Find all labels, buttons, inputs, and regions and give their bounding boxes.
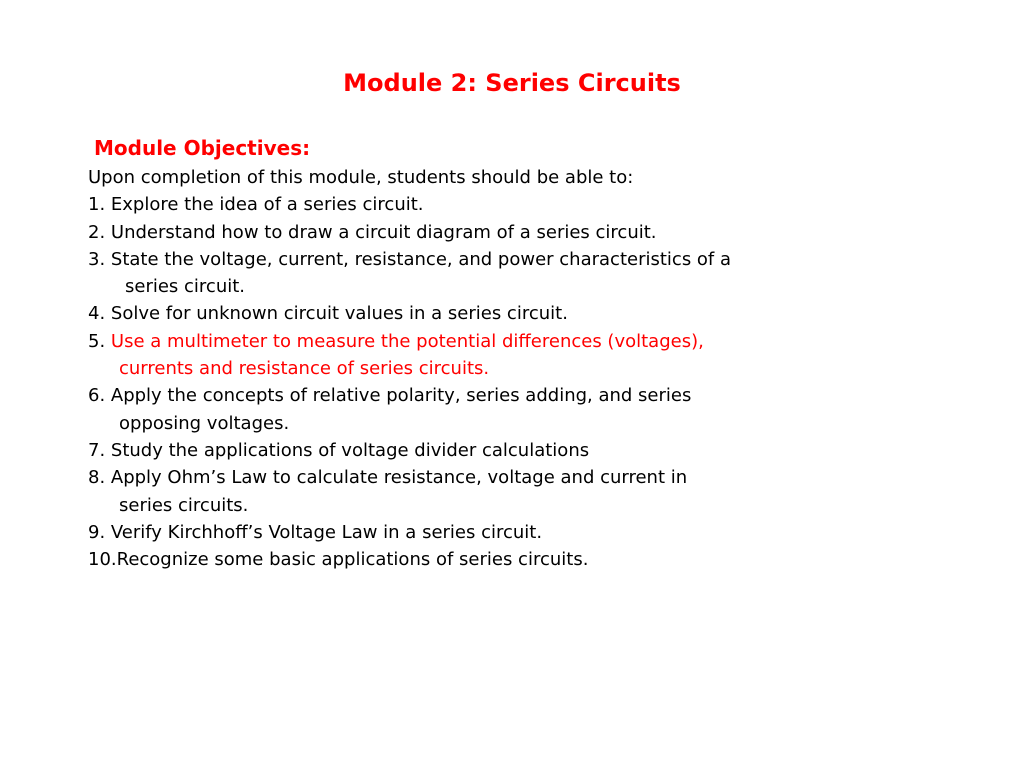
objective-3: 3. State the voltage, current, resistance, and power characteristics of a: [88, 248, 732, 270]
objective-9: 9. Verify Kirchhoff’s Voltage Law in a series circuit.: [88, 521, 543, 543]
objectives-list: [88, 164, 988, 573]
objective-7: 7. Study the applications of voltage divider calculations: [88, 439, 590, 461]
objective-8: 8. Apply Ohm’s Law to calculate resistance, voltage and current in: [88, 467, 688, 489]
objective-2: 2. Understand how to draw a circuit diagram of a series circuit.: [88, 221, 657, 243]
objective-6-continued: opposing voltages.: [119, 412, 290, 434]
objective-6: 6. Apply the concepts of relative polarity, series adding, and series: [88, 385, 692, 407]
section-heading: Module Objectives:: [94, 136, 311, 160]
objective-1: 1. Explore the idea of a series circuit.: [88, 194, 424, 216]
intro-text: Upon completion of this module, students should be able to:: [88, 167, 634, 188]
objective-10: 10.Recognize some basic applications of series circuits.: [88, 549, 589, 571]
objective-5-continued: currents and resistance of series circuits.: [119, 358, 490, 380]
objective-5-text: Use a multimeter to measure the potential differences (voltages),: [110, 330, 704, 352]
objective-3-continued: series circuit.: [125, 276, 246, 298]
page-title: Module 2: Series Circuits: [343, 69, 681, 97]
objective-5: [88, 328, 988, 355]
objective-5-number: 5.: [88, 330, 106, 352]
objective-8-continued: series circuits.: [119, 494, 249, 516]
objective-4: 4. Solve for unknown circuit values in a series circuit.: [88, 303, 568, 325]
